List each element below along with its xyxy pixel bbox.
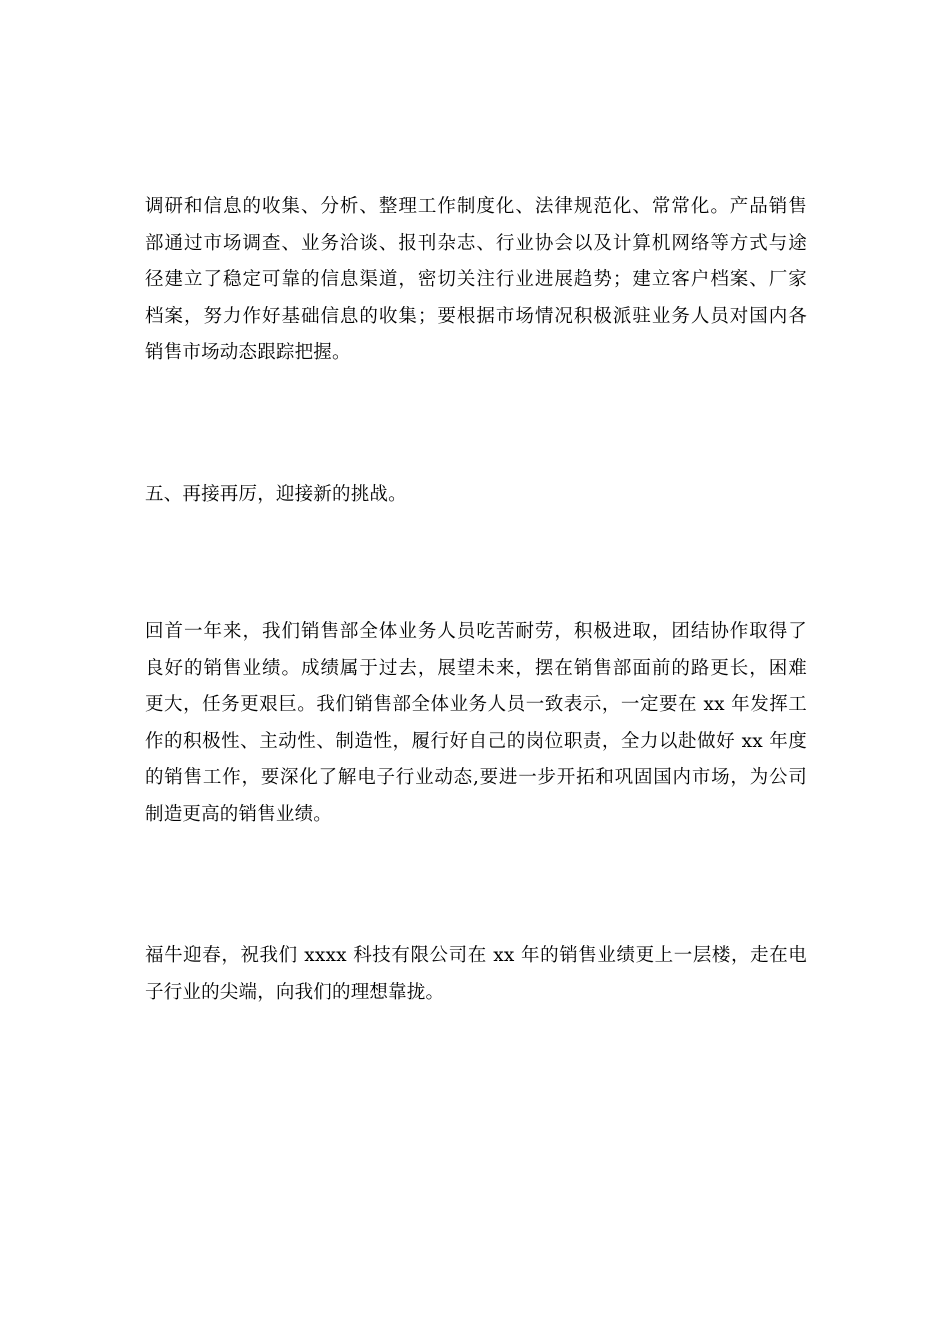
heading-line: 五、再接再厉，迎接新的挑战。 — [145, 484, 407, 505]
paragraph-line: 更大，任务更艰巨。我们销售部全体业务人员一致表示，一定要在 xx 年发挥工 — [145, 694, 807, 715]
paragraph-line: 良好的销售业绩。成绩属于过去，展望未来，摆在销售部面前的路更长，困难 — [145, 657, 807, 679]
paragraph-year-review — [145, 614, 807, 833]
paragraph-information-collection — [145, 189, 807, 372]
paragraph-line: 部通过市场调查、业务洽谈、报刊杂志、行业协会以及计算机网络等方式与途 — [145, 232, 807, 254]
paragraph-line: 的销售工作，要深化了解电子行业动态,要进一步开拓和巩固国内市场，为公司 — [145, 767, 807, 788]
paragraph-line: 径建立了稳定可靠的信息渠道，密切关注行业进展趋势；建立客户档案、厂家 — [145, 269, 807, 290]
paragraph-line: 销售市场动态跟踪把握。 — [145, 342, 351, 363]
paragraph-line: 回首一年来，我们销售部全体业务人员吃苦耐劳，积极进取，团结协作取得了 — [145, 621, 807, 642]
paragraph-line: 档案，努力作好基础信息的收集；要根据市场情况积极派驻业务人员对国内各 — [145, 305, 807, 327]
paragraph-line: 子行业的尖端，向我们的理想靠拢。 — [145, 981, 445, 1003]
section-heading-five — [145, 477, 807, 514]
paragraph-line: 作的积极性、主动性、制造性，履行好自己的岗位职责，全力以赴做好 xx 年度 — [145, 730, 807, 752]
paragraph-new-year-wishes — [145, 938, 807, 1011]
paragraph-line: 调研和信息的收集、分析、整理工作制度化、法律规范化、常常化。产品销售 — [145, 196, 807, 217]
paragraph-line: 福牛迎春，祝我们 xxxx 科技有限公司在 xx 年的销售业绩更上一层楼，走在电 — [145, 945, 807, 966]
paragraph-line: 制造更高的销售业绩。 — [145, 803, 333, 825]
